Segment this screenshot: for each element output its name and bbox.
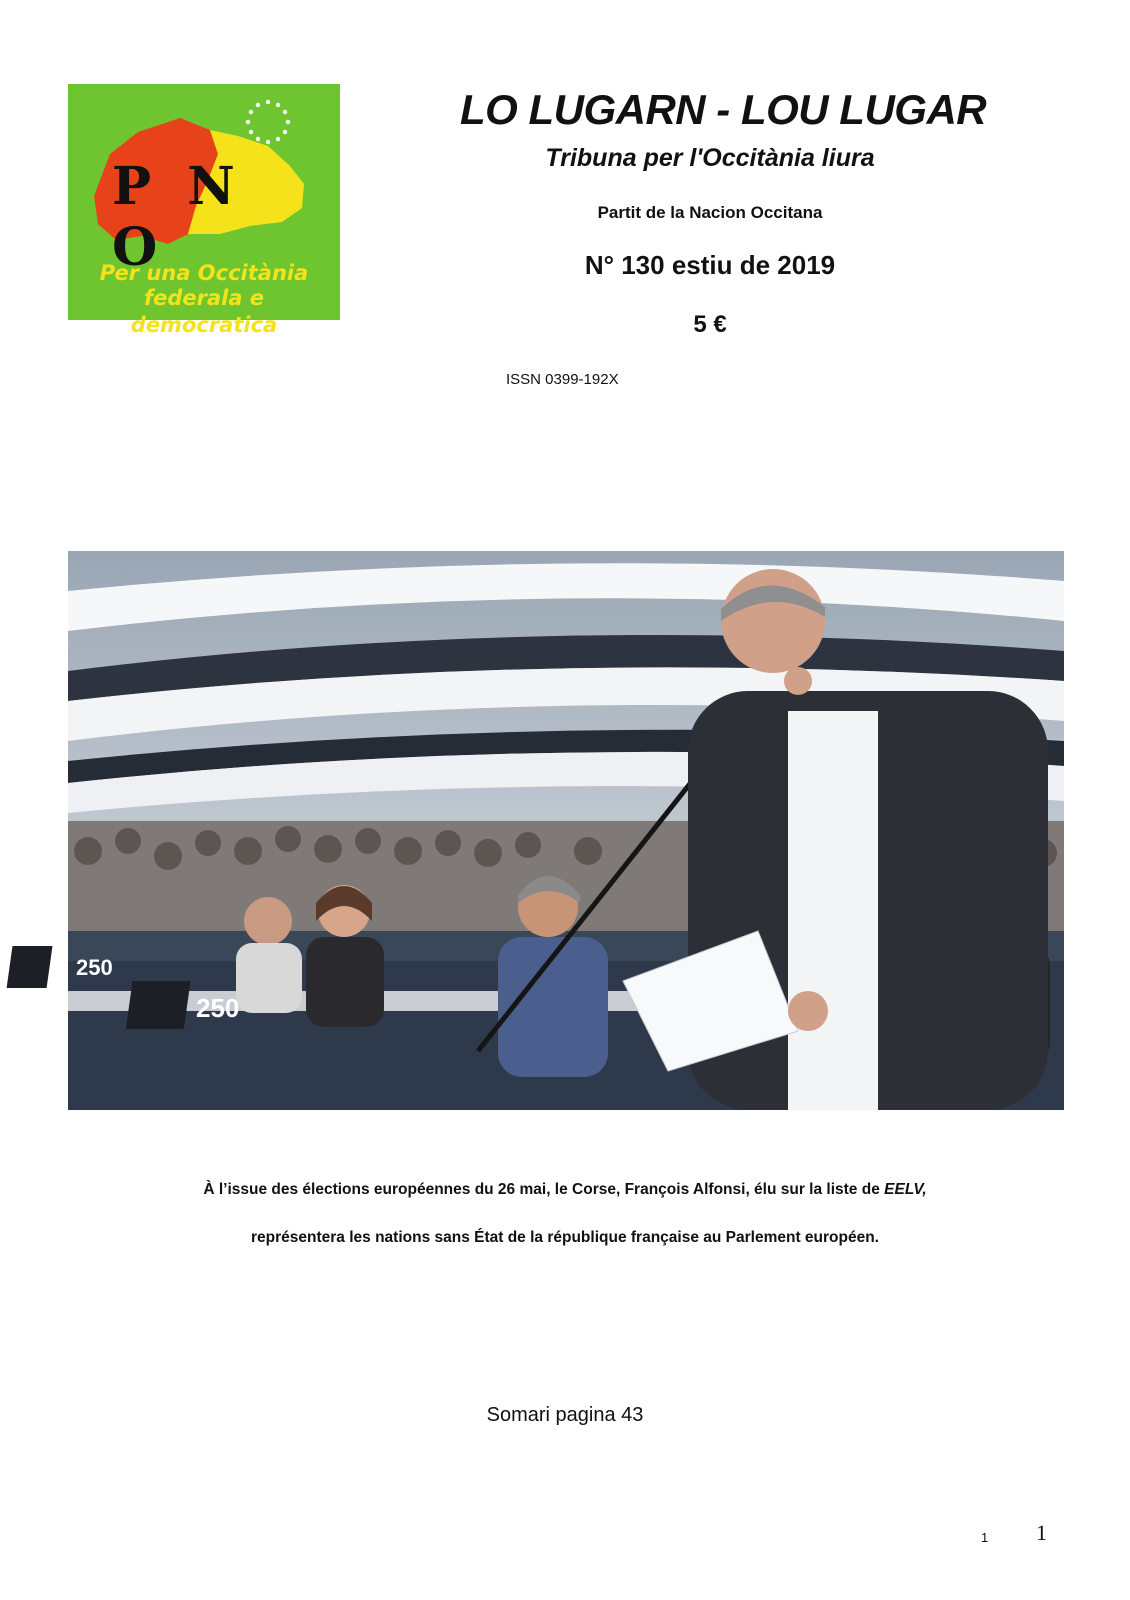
price: 5 € xyxy=(693,311,727,338)
party-name: Partit de la Nacion Occitana xyxy=(597,203,823,222)
publication-subtitle: Tribuna per l'Occitània liura xyxy=(545,144,875,172)
table-of-contents-reference: Somari pagina 43 xyxy=(486,1404,644,1426)
logo-letter-n: N xyxy=(187,156,237,217)
logo-tagline-line1: Per una Occitània xyxy=(99,261,309,285)
photo-caption-line2: représentera les nations sans État de la république française au Parlement européen. xyxy=(251,1229,879,1246)
caption-line1-text: À l’issue des élections européennes du 26 mai, le Corse, François Alfonsi, élu sur la liste de xyxy=(203,1181,885,1198)
cover-photo xyxy=(68,551,1064,1110)
publication-title: LO LUGARN - LOU LUGAR xyxy=(460,86,987,133)
page-number-small: 1 xyxy=(981,1530,989,1545)
page-number-large: 1 xyxy=(1036,1520,1047,1545)
desk-sign-2-label: 250 xyxy=(196,993,240,1023)
parliament-scene-illustration xyxy=(68,551,1064,1110)
pno-logo xyxy=(68,84,340,337)
logo-letter-p: P xyxy=(112,156,154,217)
logo-letter-o: O xyxy=(112,217,160,278)
logo-tagline-line2: federala e democratica xyxy=(130,286,278,337)
photo-caption-line1 xyxy=(90,1181,1040,1199)
issn: ISSN 0399-192X xyxy=(506,371,619,388)
caption-emphasis: EELV, xyxy=(884,1181,927,1198)
issue-number: N° 130 estiu de 2019 xyxy=(584,250,836,280)
eu-stars-icon xyxy=(246,100,290,144)
desk-sign-1-label: 250 xyxy=(76,955,113,980)
